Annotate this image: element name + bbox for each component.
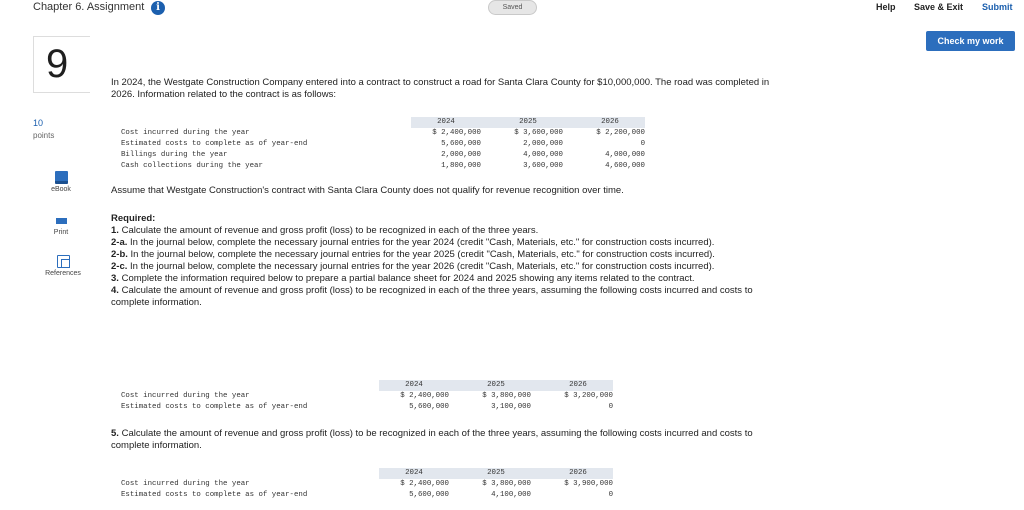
check-my-work-button[interactable]: Check my work	[926, 31, 1015, 51]
requirement-3: 3. Complete the information required below to prepare a partial balance sheet for 2024 and 2025 showing any items related to the contract.	[111, 273, 695, 284]
year-header: 2026	[543, 468, 613, 479]
table-row: Estimated costs to complete as of year-end 5,600,000 2,000,000 0	[121, 140, 645, 148]
printer-icon	[55, 214, 68, 227]
table-row: Estimated costs to complete as of year-end 5,600,000 3,100,000 0	[121, 403, 613, 411]
ebook-button[interactable]	[31, 171, 91, 193]
requirement-2c: 2-c. In the journal below, complete the necessary journal entries for the year 2026 (credit "Cash, Materials, etc." for construction costs incurred).	[111, 261, 715, 272]
scenario-4-table	[111, 380, 613, 413]
print-button[interactable]	[31, 214, 91, 236]
references-button[interactable]	[33, 255, 93, 277]
requirement-2b: 2-b. In the journal below, complete the necessary journal entries for the year 2025 (credit "Cash, Materials, etc." for construction costs incurred).	[111, 249, 715, 260]
help-link[interactable]: Help	[876, 2, 896, 12]
table-row: Cost incurred during the year $ 2,400,000 $ 3,600,000 $ 2,200,000	[121, 129, 645, 137]
required-heading: Required:	[111, 213, 156, 224]
requirement-4: 4. Calculate the amount of revenue and gross profit (loss) to be recognized in each of the three years, assuming the following costs incurred and costs to complete information.	[111, 285, 753, 308]
top-bar	[0, 0, 1024, 16]
year-header: 2025	[493, 117, 563, 128]
requirement-1: 1. Calculate the amount of revenue and gross profit (loss) to be recognized in each of the three years.	[111, 225, 539, 236]
table-row: Cost incurred during the year $ 2,400,000 $ 3,800,000 $ 3,200,000	[121, 392, 613, 400]
requirement-5: 5. Calculate the amount of revenue and gross profit (loss) to be recognized in each of the three years, assuming the following costs incurred and costs to complete information.	[111, 428, 753, 451]
saved-status-badge: Saved	[488, 0, 537, 15]
assumption-text: Assume that Westgate Construction's contract with Santa Clara County does not qualify for revenue recognition over time.	[111, 185, 624, 196]
year-header: 2024	[379, 380, 449, 391]
year-header: 2026	[575, 117, 645, 128]
info-icon[interactable]: i	[151, 1, 165, 15]
year-header: 2025	[461, 380, 531, 391]
year-header: 2026	[543, 380, 613, 391]
chapter-title: Chapter 6. Assignment	[33, 1, 145, 13]
save-exit-link[interactable]: Save & Exit	[914, 2, 964, 12]
book-icon	[55, 171, 68, 184]
table-row: Estimated costs to complete as of year-end 5,600,000 4,100,000 0	[121, 491, 613, 499]
references-icon	[57, 255, 70, 268]
year-header: 2024	[411, 117, 481, 128]
points-value: 10	[33, 118, 44, 128]
year-header: 2024	[379, 468, 449, 479]
table-row: Billings during the year 2,000,000 4,000,000 4,000,000	[121, 151, 645, 159]
question-number: 9	[46, 42, 69, 86]
requirement-2a: 2-a. In the journal below, complete the necessary journal entries for the year 2024 (credit "Cash, Materials, etc." for construction costs incurred).	[111, 237, 715, 248]
question-intro: In 2024, the Westgate Construction Company entered into a contract to construct a road for Santa Clara County for $10,000,000. The road was completed in 2026. Information related to the contract is as follows:	[111, 77, 770, 100]
ebook-label: eBook	[51, 186, 71, 193]
references-label: References	[45, 270, 81, 277]
contract-info-table	[111, 117, 645, 172]
print-label: Print	[53, 229, 69, 236]
points-label: points	[33, 131, 55, 140]
submit-link[interactable]: Submit	[982, 2, 1013, 12]
required-section	[111, 213, 791, 309]
scenario-5-table	[111, 468, 613, 501]
table-row: Cost incurred during the year $ 2,400,000 $ 3,800,000 $ 3,900,000	[121, 480, 613, 488]
table-row: Cash collections during the year 1,800,000 3,600,000 4,600,000	[121, 162, 645, 170]
year-header: 2025	[461, 468, 531, 479]
